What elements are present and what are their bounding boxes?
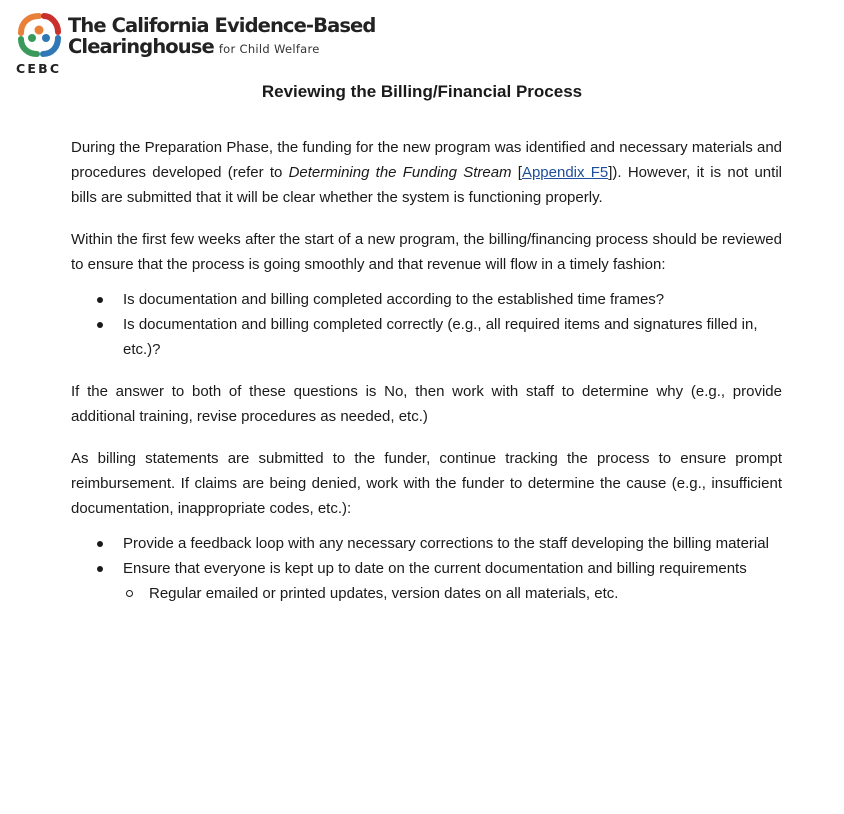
list-item-text: Is documentation and billing completed according to the established time frames? bbox=[123, 291, 665, 308]
para1-text-a: During the Preparation Phase, the funding for the new program was identified and necessary materials and procedures developed (refer to bbox=[71, 139, 782, 181]
bullet-icon bbox=[97, 297, 103, 303]
paragraph-first-weeks: Within the first few weeks after the start of a new program, the billing/financing process should be reviewed to ensure that the process is going smoothly and that revenue will flow in a timely fashion: bbox=[71, 231, 782, 273]
org-name-line1: The California Evidence-Based bbox=[68, 14, 376, 37]
document-body bbox=[71, 135, 782, 606]
paragraph-answer-no: If the answer to both of these questions is No, then work with staff to determine why (e.g., provide additional training, revise procedures as needed, etc.) bbox=[71, 383, 782, 425]
org-abbreviation: CEBC bbox=[16, 61, 62, 76]
bullet-icon bbox=[97, 322, 103, 328]
cebc-logo[interactable] bbox=[14, 12, 376, 78]
bullet-icon bbox=[97, 566, 103, 572]
paragraph-preparation-phase bbox=[71, 135, 782, 210]
sub-list-item-text: Regular emailed or printed updates, version dates on all materials, etc. bbox=[149, 585, 619, 602]
org-name-line2: Clearinghouse bbox=[68, 35, 214, 58]
review-questions-list bbox=[71, 287, 782, 362]
para1-text-b: [ bbox=[511, 164, 522, 181]
para1-text-c: ]). However, it is not until bills are submitted that it will be clear whether the system is functioning properly. bbox=[71, 164, 782, 206]
list-item-text: Provide a feedback loop with any necessary corrections to the staff developing the billing material bbox=[123, 535, 769, 552]
funding-stream-reference: Determining the Funding Stream bbox=[288, 164, 512, 181]
org-tagline: for Child Welfare bbox=[218, 42, 320, 56]
appendix-f5-link[interactable]: Appendix F5 bbox=[521, 164, 609, 181]
list-item-text: Is documentation and billing completed correctly (e.g., all required items and signatures filled in, etc.)? bbox=[123, 316, 758, 358]
hollow-bullet-icon bbox=[126, 590, 133, 597]
list-item bbox=[71, 531, 782, 556]
sub-list-item bbox=[123, 581, 782, 606]
cebc-logo-icon bbox=[14, 12, 64, 58]
list-item bbox=[71, 312, 782, 362]
list-item-text: Ensure that everyone is kept up to date on the current documentation and billing requirements bbox=[123, 560, 747, 577]
org-name bbox=[68, 15, 375, 60]
claims-actions-list bbox=[71, 531, 782, 606]
list-item bbox=[71, 287, 782, 312]
page-title: Reviewing the Billing/Financial Process bbox=[261, 82, 583, 101]
bullet-icon bbox=[97, 541, 103, 547]
sub-list bbox=[123, 581, 782, 606]
list-item bbox=[71, 556, 782, 606]
paragraph-billing-statements: As billing statements are submitted to the funder, continue tracking the process to ensure prompt reimbursement. If claims are being denied, work with the funder to determine the cause (e.g., insufficient documentation, inappropriate codes, etc.): bbox=[71, 450, 782, 517]
